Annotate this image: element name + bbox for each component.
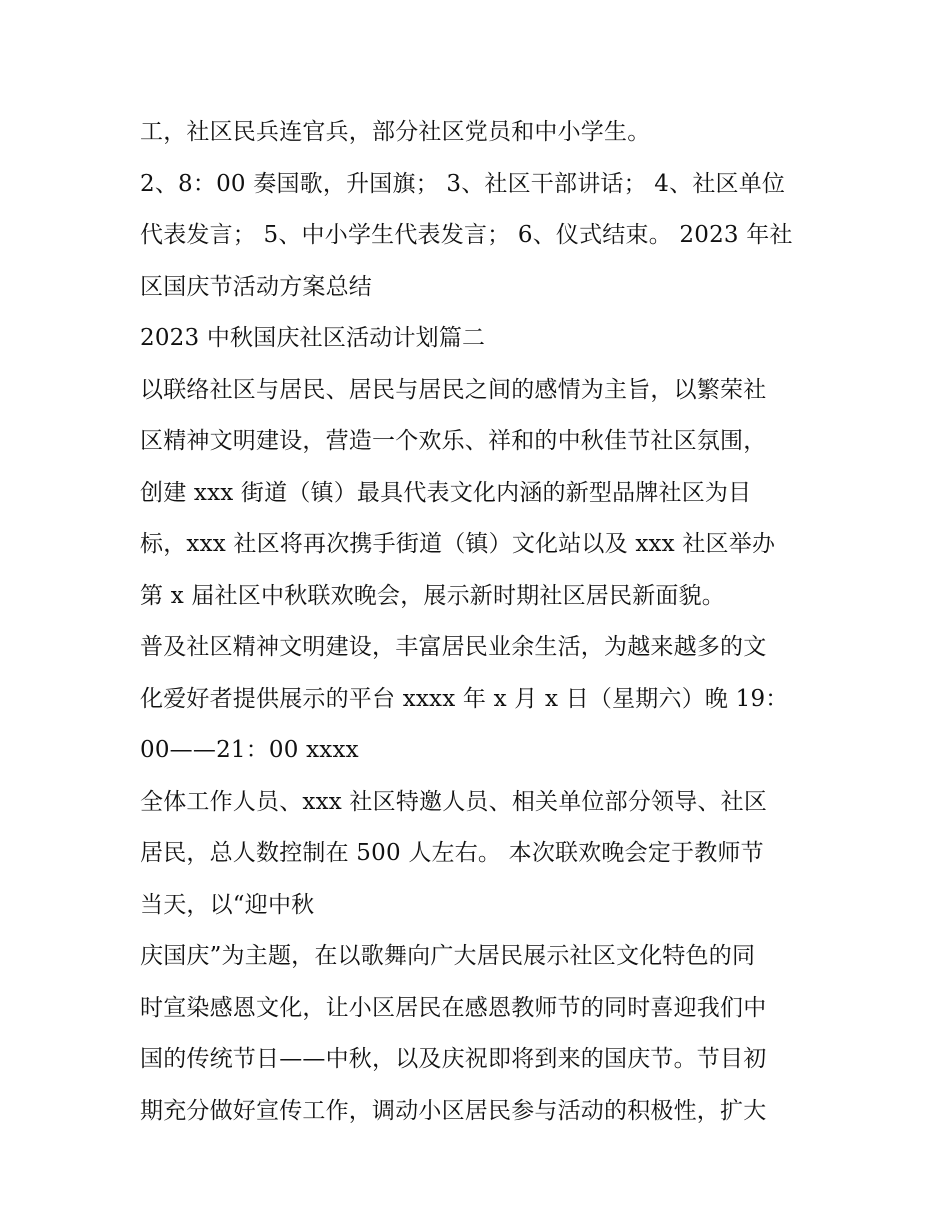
text-line: 00——21：00 xxxx <box>140 737 359 763</box>
text-line: 2、8：00 奏国歌，升国旗； 3、社区干部讲话； 4、社区单位 <box>140 170 786 197</box>
text-line: 当天，以“迎中秋 <box>140 891 315 918</box>
text-line: 化爱好者提供展示的平台 xxxx 年 x 月 x 日（星期六）晚 19： <box>140 685 789 712</box>
text-line: 第 x 届社区中秋联欢晚会，展示新时期社区居民新面貌。 <box>140 582 725 609</box>
text-line: 国的传统节日——中秋，以及庆祝即将到来的国庆节。节目初 <box>140 1046 767 1072</box>
text-line: 庆国庆”为主题，在以歌舞向广大居民展示社区文化特色的同 <box>140 943 756 969</box>
text-line: 期充分做好宣传工作，调动小区居民参与活动的积极性，扩大 <box>140 1097 767 1124</box>
document-body <box>140 107 820 1137</box>
text-line: 区精神文明建设，营造一个欢乐、祥和的中秋佳节社区氛围， <box>140 428 767 454</box>
text-line: 创建 xxx 街道（镇）最具代表文化内涵的新型品牌社区为目 <box>140 479 752 506</box>
text-line: 区国庆节活动方案总结 <box>140 273 372 300</box>
section-heading: 2023 中秋国庆社区活动计划篇二 <box>140 325 486 351</box>
text-line: 居民，总人数控制在 500 人左右。 本次联欢晚会定于教师节 <box>140 840 764 866</box>
text-line: 时宣染感恩文化，让小区居民在感恩教师节的同时喜迎我们中 <box>140 994 767 1021</box>
text-line: 标，xxx 社区将再次携手街道（镇）文化站以及 xxx 社区举办 <box>140 531 776 557</box>
text-line: 普及社区精神文明建设，丰富居民业余生活，为越来越多的文 <box>140 634 767 660</box>
text-line: 全体工作人员、xxx 社区特邀人员、相关单位部分领导、社区 <box>140 788 768 815</box>
text-line: 以联络社区与居民、居民与居民之间的感情为主旨，以繁荣社 <box>140 376 767 403</box>
text-line: 代表发言； 5、中小学生代表发言； 6、仪式结束。 2023 年社 <box>140 222 793 248</box>
text-line: 工，社区民兵连官兵，部分社区党员和中小学生。 <box>140 119 651 145</box>
